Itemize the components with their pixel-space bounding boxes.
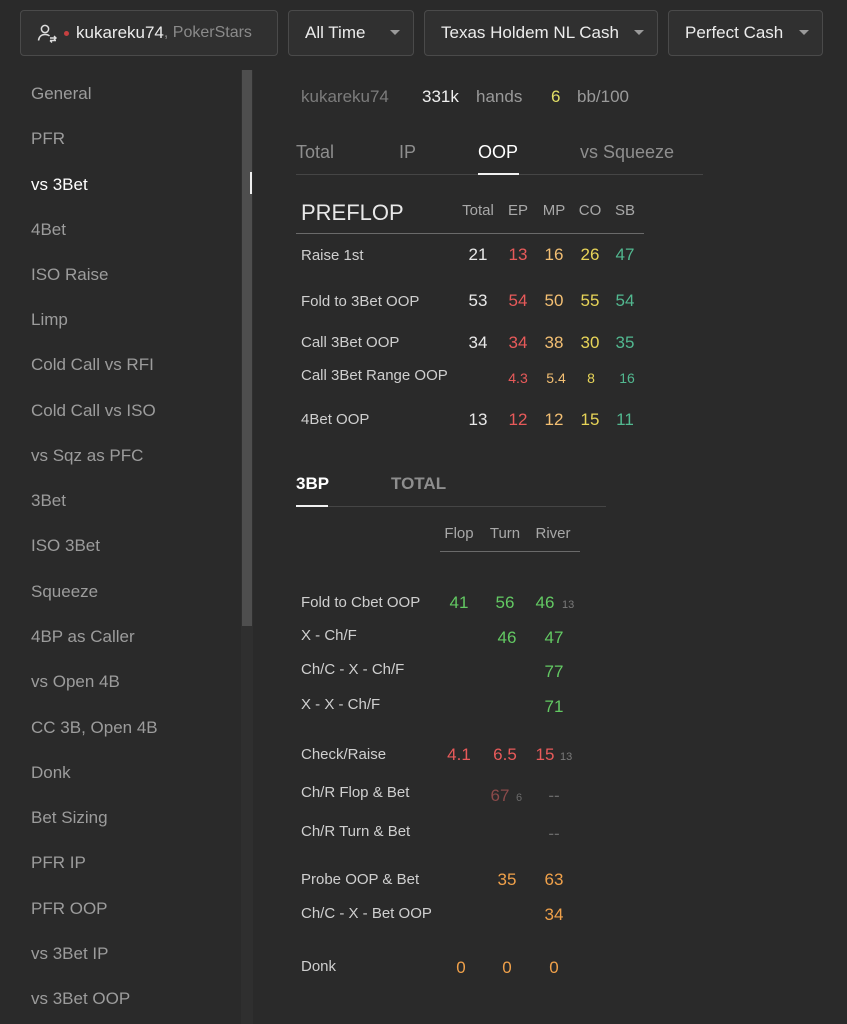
tab-total[interactable]: Total: [296, 142, 335, 162]
preflop-cell: 35: [615, 333, 635, 352]
postflop-cell: 77: [544, 662, 564, 681]
postflop-col-flop: Flop: [444, 525, 474, 542]
sidebar-item-3bet[interactable]: 3Bet: [31, 491, 66, 510]
preflop-cell: 8: [587, 370, 595, 386]
postflop-cell: 67: [490, 786, 510, 805]
summary-winrate-label: bb/100: [577, 87, 629, 106]
sidebar-item-vs-3bet[interactable]: vs 3Bet: [31, 175, 88, 194]
sidebar-item-limp[interactable]: Limp: [31, 310, 68, 329]
user-switch-icon: [36, 22, 58, 44]
filter-dropdown[interactable]: [668, 10, 823, 56]
postflop-row-label: Donk: [301, 958, 337, 975]
preflop-cell: 34: [468, 333, 488, 352]
preflop-col-sb: SB: [614, 202, 636, 219]
preflop-row-label: Raise 1st: [301, 247, 364, 264]
sidebar-item-iso-3bet[interactable]: ISO 3Bet: [31, 536, 100, 555]
postflop-sample-size: 6: [516, 792, 523, 804]
sidebar-item-vs-3bet-oop[interactable]: vs 3Bet OOP: [31, 989, 131, 1008]
preflop-row-label: Fold to 3Bet OOP: [301, 293, 420, 310]
postflop-sample-size: 13: [562, 599, 575, 611]
tab-vs-squeeze[interactable]: vs Squeeze: [580, 142, 675, 162]
preflop-cell: 50: [544, 291, 564, 310]
preflop-cell: 16: [544, 245, 564, 264]
postflop-row-label: Ch/C - X - Ch/F: [301, 661, 405, 678]
preflop-cell: 47: [615, 245, 635, 264]
preflop-cell: 12: [544, 410, 564, 429]
summary-hands: 331k: [422, 87, 459, 106]
sidebar-item-iso-raise[interactable]: ISO Raise: [31, 265, 109, 284]
preflop-cell: 54: [615, 291, 635, 310]
postflop-sample-size: 13: [560, 751, 573, 763]
postflop-cell: 47: [544, 628, 564, 647]
summary-hands-label: hands: [476, 87, 523, 106]
game-dropdown[interactable]: [424, 10, 658, 56]
sidebar-item-vs-sqz-as-pfc[interactable]: vs Sqz as PFC: [31, 446, 144, 465]
active-item-indicator: [250, 172, 252, 194]
sidebar-item-donk[interactable]: Donk: [31, 763, 71, 782]
time-value: All Time: [305, 23, 366, 42]
chevron-down-icon: [799, 30, 809, 35]
preflop-cell: 54: [508, 291, 528, 310]
preflop-cell: 15: [580, 410, 600, 429]
preflop-cell: 53: [468, 291, 488, 310]
player-name: kukareku74: [76, 23, 164, 42]
preflop-title: PREFLOP: [301, 200, 404, 225]
postflop-tabs-divider: [296, 506, 606, 507]
postflop-row-label: Ch/R Flop & Bet: [301, 784, 410, 801]
postflop-cell: 0: [456, 958, 466, 977]
tab-oop[interactable]: OOP: [478, 142, 519, 162]
sidebar-item-cold-call-vs-iso[interactable]: Cold Call vs ISO: [31, 401, 156, 420]
sidebar-item-general[interactable]: General: [31, 84, 92, 103]
sidebar-item-pfr-ip[interactable]: PFR IP: [31, 853, 86, 872]
preflop-col-co: CO: [578, 202, 602, 219]
preflop-col-ep: EP: [507, 202, 529, 219]
postflop-row-label: Check/Raise: [301, 746, 387, 763]
preflop-row-label: Call 3Bet Range OOP: [301, 367, 448, 384]
preflop-cell: 34: [508, 333, 528, 352]
preflop-col-total: Total: [462, 202, 494, 219]
tab-total-postflop[interactable]: TOTAL: [391, 474, 447, 493]
preflop-header-divider: [296, 233, 644, 234]
postflop-cell: 34: [544, 905, 564, 924]
postflop-cell: 15: [535, 745, 555, 764]
postflop-row-label: Ch/C - X - Bet OOP: [301, 905, 432, 922]
tab-ip[interactable]: IP: [399, 142, 417, 162]
sidebar-scrollbar-thumb[interactable]: [242, 70, 252, 626]
postflop-cell: 71: [544, 697, 564, 716]
sidebar: [0, 66, 254, 1024]
postflop-row-label: X - Ch/F: [301, 627, 357, 644]
preflop-col-mp: MP: [542, 202, 566, 219]
sidebar-item-4bp-as-caller[interactable]: 4BP as Caller: [31, 627, 135, 646]
active-tab-underline: [478, 173, 519, 175]
postflop-cell: 35: [497, 870, 517, 889]
preflop-cell: 21: [468, 245, 488, 264]
postflop-col-river: River: [535, 525, 571, 542]
active-postflop-tab-underline: [296, 505, 328, 507]
summary-player: kukareku74: [301, 87, 389, 106]
site-name: , PokerStars: [163, 24, 252, 41]
postflop-row-label: Probe OOP & Bet: [301, 871, 420, 888]
postflop-cell: 46: [535, 593, 555, 612]
postflop-cell: 56: [495, 593, 515, 612]
preflop-cell: 11: [616, 410, 634, 429]
preflop-row-label: Call 3Bet OOP: [301, 334, 400, 351]
postflop-cell: --: [548, 786, 560, 805]
tab-3bp[interactable]: 3BP: [296, 474, 330, 493]
postflop-row-label: X - X - Ch/F: [301, 696, 381, 713]
summary-winrate: 6: [551, 87, 561, 106]
postflop-cell: 46: [497, 628, 517, 647]
sidebar-item-vs-open-4b[interactable]: vs Open 4B: [31, 672, 120, 691]
sidebar-item-bet-sizing[interactable]: Bet Sizing: [31, 808, 108, 827]
postflop-cell: 0: [549, 958, 559, 977]
preflop-cell: 38: [544, 333, 564, 352]
preflop-cell: 26: [580, 245, 600, 264]
sidebar-item-pfr[interactable]: PFR: [31, 129, 65, 148]
preflop-cell: 13: [468, 410, 488, 429]
chevron-down-icon: [634, 30, 644, 35]
postflop-header-divider: [440, 551, 580, 552]
preflop-cell: 55: [580, 291, 600, 310]
chevron-down-icon: [390, 30, 400, 35]
postflop-cell: --: [548, 824, 560, 843]
sidebar-item-4bet[interactable]: 4Bet: [31, 220, 66, 239]
preflop-cell: 4.3: [508, 370, 528, 386]
sidebar-item-cc-3b-open-4b[interactable]: CC 3B, Open 4B: [31, 718, 158, 737]
game-value: Texas Holdem NL Cash: [441, 23, 619, 42]
preflop-cell: 13: [508, 245, 528, 264]
filter-value: Perfect Cash: [685, 23, 784, 42]
postflop-cell: 4.1: [447, 745, 471, 764]
postflop-cell: 41: [449, 593, 469, 612]
postflop-col-turn: Turn: [489, 525, 521, 542]
postflop-cell: 0: [502, 958, 512, 977]
postflop-row-label: Ch/R Turn & Bet: [301, 823, 411, 840]
preflop-cell: 12: [508, 410, 528, 429]
time-dropdown[interactable]: [288, 10, 414, 56]
status-dot-icon: [64, 31, 69, 36]
preflop-cell: 16: [619, 370, 635, 386]
postflop-cell: 63: [544, 870, 564, 889]
sidebar-item-pfr-oop[interactable]: PFR OOP: [31, 899, 108, 918]
preflop-cell: 5.4: [546, 370, 566, 386]
sidebar-item-squeeze[interactable]: Squeeze: [31, 582, 99, 601]
preflop-row-label: 4Bet OOP: [301, 411, 370, 428]
preflop-cell: 30: [580, 333, 600, 352]
filter-bar: [0, 0, 847, 66]
sidebar-item-cold-call-vs-rfi[interactable]: Cold Call vs RFI: [31, 355, 154, 374]
sidebar-item-vs-3bet-ip[interactable]: vs 3Bet IP: [31, 944, 109, 963]
postflop-cell: 6.5: [493, 745, 517, 764]
player-selector[interactable]: [20, 10, 278, 56]
postflop-row-label: Fold to Cbet OOP: [301, 594, 421, 611]
